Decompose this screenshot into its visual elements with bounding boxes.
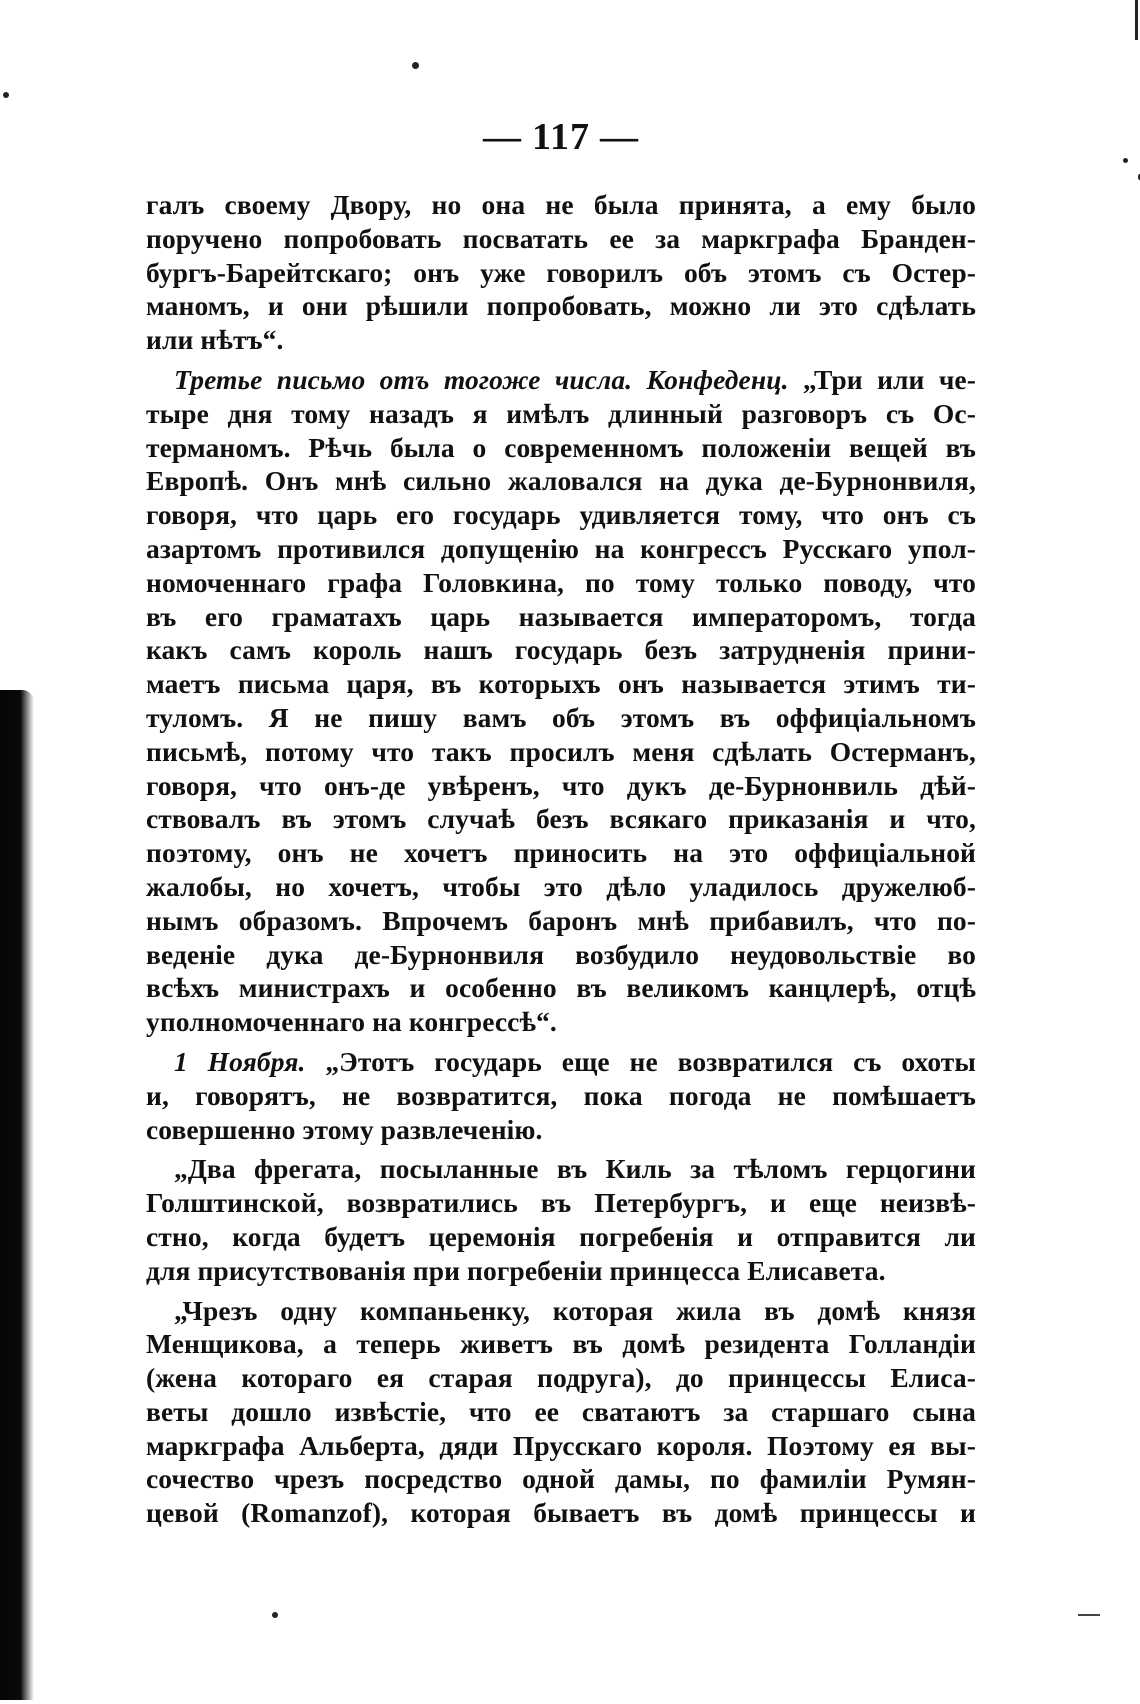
text-segment: говоря, что царь его государь удивляется тому, что онъ съ — [146, 499, 976, 531]
text-line — [146, 904, 976, 938]
text-line — [146, 464, 976, 498]
text-line — [146, 323, 976, 357]
text-line — [146, 1220, 976, 1254]
text-segment: „Три или че- — [788, 363, 976, 395]
text-segment: письмѣ, потому что такъ просилъ меня сдѣлать Остерманъ, — [146, 735, 976, 767]
text-line — [146, 1496, 976, 1530]
text-segment: уполномоченнаго на конгрессѣ“. — [146, 1006, 557, 1038]
text-segment: для присутствованія при погребеніи принцесса Елисавета. — [146, 1254, 886, 1286]
text-line — [146, 1361, 976, 1395]
text-line — [146, 836, 976, 870]
text-block — [146, 188, 976, 1530]
text-line — [146, 1152, 976, 1186]
text-line — [146, 701, 976, 735]
text-segment: „Два фрегата, посыланные въ Киль за тѣломъ герцогини — [174, 1153, 976, 1185]
text-line — [146, 1429, 976, 1463]
text-line — [146, 735, 976, 769]
text-segment: нымъ образомъ. Впрочемъ баронъ мнѣ прибавилъ, что по- — [146, 904, 976, 936]
text-segment: терманомъ. Рѣчь была о современномъ положеніи вещей въ — [146, 431, 976, 463]
text-line — [146, 256, 976, 290]
scan-edge-mark — [1135, 0, 1138, 40]
text-line — [146, 1327, 976, 1361]
text-segment: туломъ. Я не пишу вамъ объ этомъ въ оффиціальномъ — [146, 701, 976, 733]
text-line — [146, 870, 976, 904]
text-line — [146, 1005, 976, 1039]
text-line — [146, 222, 976, 256]
text-segment: „Этотъ государь еще не возвратился съ охоты — [305, 1045, 976, 1077]
text-segment: всѣхъ министрахъ и особенно въ великомъ канцлерѣ, отцѣ — [146, 972, 976, 1004]
scan-speck — [1123, 158, 1128, 163]
text-line — [146, 1113, 976, 1147]
text-segment: ствовалъ въ этомъ случаѣ безъ всякаго приказанія и что, — [146, 803, 976, 835]
text-line — [146, 1395, 976, 1429]
text-line — [146, 938, 976, 972]
text-line — [146, 971, 976, 1005]
text-line — [146, 532, 976, 566]
page-number-value: 117 — [532, 116, 590, 158]
text-segment: маркграфа Альберта, дяди Прусскаго короля. Поэтому ея вы- — [146, 1429, 976, 1461]
text-segment: поэтому, онъ не хочетъ приносить на это оффиціальной — [146, 837, 976, 869]
text-line — [146, 1462, 976, 1496]
text-segment: тыре дня тому назадъ я имѣлъ длинный разговоръ съ Ос- — [146, 397, 976, 429]
text-line — [146, 289, 976, 323]
text-segment: стно, когда будетъ церемонія погребенія и отправится ли — [146, 1220, 976, 1252]
page-number-dash-right: — — [599, 116, 639, 158]
text-line — [146, 397, 976, 431]
text-segment: (жена котораго ея старая подруга), до принцессы Елиса- — [146, 1362, 976, 1394]
text-segment: маетъ письма царя, въ которыхъ онъ называется этимъ ти- — [146, 668, 976, 700]
text-line — [146, 1079, 976, 1113]
text-line — [146, 363, 976, 397]
text-line — [146, 188, 976, 222]
text-segment: Голштинской, возвратились въ Петербургъ, и еще неизвѣ- — [146, 1187, 976, 1219]
text-line — [146, 431, 976, 465]
text-segment: галъ своему Двору, но она не была принята, а ему было — [146, 189, 976, 220]
text-segment: и, говорятъ, не возвратится, пока погода не помѣшаетъ — [146, 1079, 976, 1111]
text-segment: веденіе дука де-Бурнонвиля возбудило неудовольствіе во — [146, 938, 976, 970]
text-segment: жалобы, но хочетъ, чтобы это дѣло уладилось дружелюб- — [146, 870, 976, 902]
text-line — [146, 667, 976, 701]
text-segment: бургъ-Барейтскаго; онъ уже говорилъ объ этомъ съ Остер- — [146, 256, 976, 288]
text-segment: номоченнаго графа Головкина, по тому только поводу, что — [146, 566, 976, 598]
text-segment: цевой (Romanzof), которая бываетъ въ домѣ принцессы и — [146, 1497, 976, 1529]
scan-speck — [412, 62, 419, 69]
text-segment: маномъ, и они рѣшили попробовать, можно ли это сдѣлать — [146, 290, 976, 322]
text-segment: какъ самъ король нашъ государь безъ затрудненія прини- — [146, 634, 976, 666]
text-segment: въ его граматахъ царь называется императоромъ, тогда — [146, 600, 976, 632]
text-line — [146, 600, 976, 634]
text-segment: Менщикова, а теперь живетъ въ домѣ резидента Голландіи — [146, 1328, 976, 1360]
page-number-dash-left: — — [483, 116, 523, 158]
text-line — [146, 769, 976, 803]
text-segment: Третье письмо отъ тогоже числа. Конфеденц. — [174, 363, 789, 395]
scan-speck — [3, 92, 9, 98]
text-line — [146, 802, 976, 836]
text-segment: Европѣ. Онъ мнѣ сильно жаловался на дука де-Бурнонвиля, — [146, 465, 976, 497]
text-segment: поручено попробовать посватать ее за маркграфа Бранден- — [146, 222, 976, 254]
text-segment: совершенно этому развлеченію. — [146, 1113, 543, 1145]
text-segment: „Чрезъ одну компаньенку, которая жила въ домѣ князя — [174, 1294, 976, 1326]
scan-binding-shadow — [0, 690, 34, 1700]
text-line — [146, 498, 976, 532]
text-segment: или нѣтъ“. — [146, 324, 284, 356]
text-segment: говоря, что онъ-де увѣренъ, что дукъ де-Бурнонвиль дѣй- — [146, 769, 976, 801]
page-number — [146, 118, 976, 156]
text-segment: сочество чрезъ посредство одной дамы, по фамиліи Румян- — [146, 1463, 976, 1495]
text-line — [146, 1045, 976, 1079]
scan-speck — [272, 1612, 278, 1618]
text-line — [146, 1186, 976, 1220]
page-body — [146, 118, 976, 1530]
text-line — [146, 633, 976, 667]
text-line — [146, 566, 976, 600]
text-segment: 1 Ноября. — [174, 1045, 306, 1077]
text-segment: азартомъ противился допущенію на конгрессъ Русскаго упол- — [146, 532, 976, 564]
text-line — [146, 1294, 976, 1328]
text-line — [146, 1254, 976, 1288]
text-segment: веты дошло извѣстіе, что ее сватаютъ за старшаго сына — [146, 1395, 976, 1427]
scan-margin-mark — [1078, 1614, 1100, 1616]
